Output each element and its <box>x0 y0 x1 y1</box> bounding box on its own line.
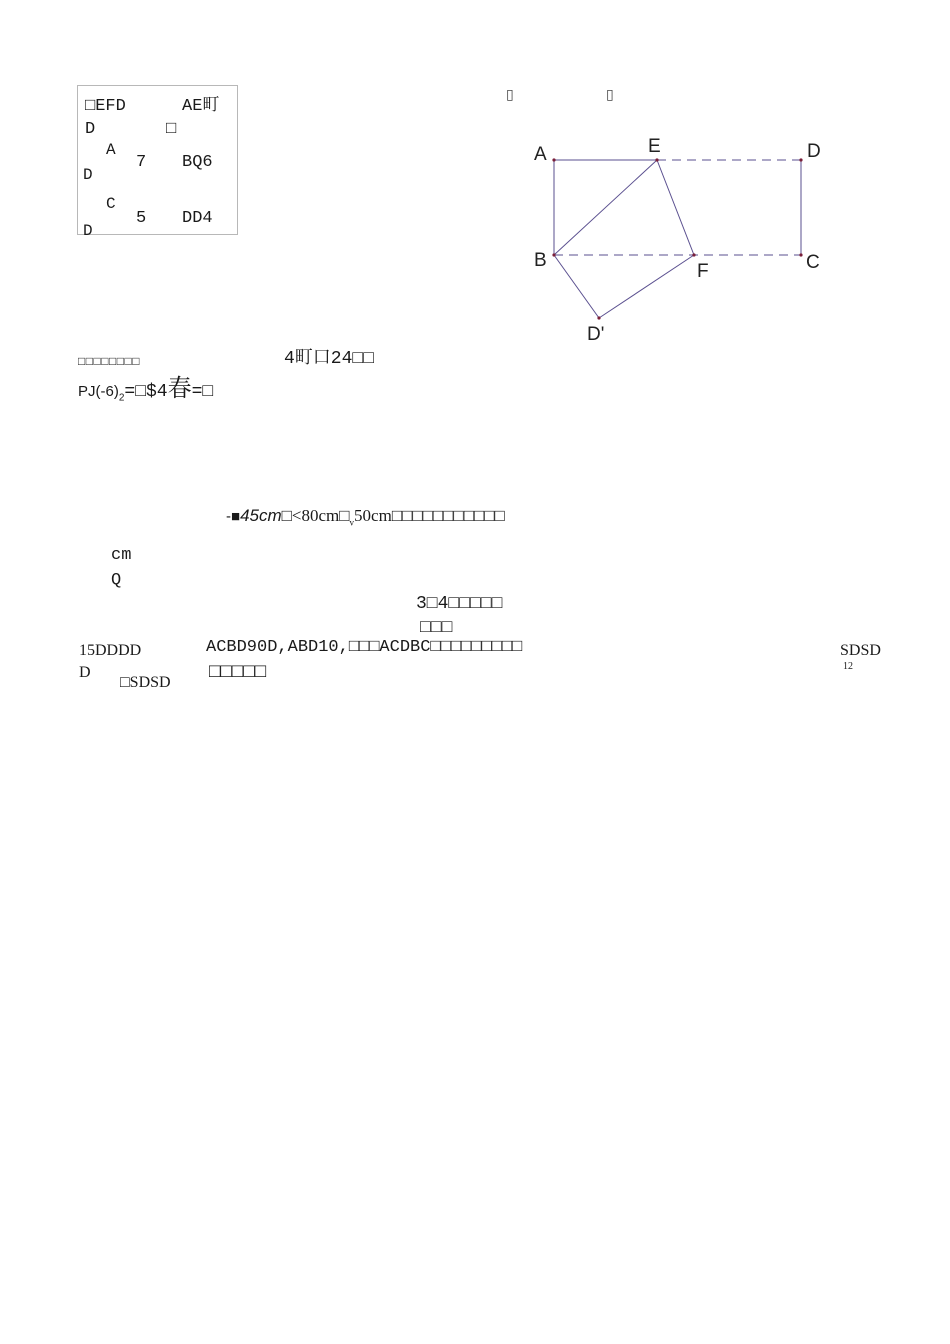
label-dprime: D' <box>587 324 605 345</box>
line5-mid1: ACBD90D,ABD10,□□□ACDBC□□□□□□□□□ <box>206 638 523 657</box>
figure-mark-left: ▯ <box>506 86 514 102</box>
line5-mid2: □□□□□ <box>209 661 267 683</box>
figure-mark-right: ▯ <box>606 86 614 102</box>
point-c <box>799 253 802 256</box>
line4-b: □□□ <box>420 618 453 638</box>
label-e: E <box>648 136 661 157</box>
line2-neg6: -6) <box>100 383 119 400</box>
box-row2-value: 7 <box>136 153 147 172</box>
line4-a: 3□4□□□□□ <box>416 594 503 614</box>
line5-right1: SDSD <box>840 642 881 659</box>
box-row3-value: 5 <box>136 209 147 228</box>
line2-mid: =□$4 <box>124 382 168 402</box>
label-f: F <box>697 261 709 282</box>
cm-label: cm <box>111 546 132 565</box>
line5-left2: D <box>79 664 91 681</box>
box-row3-right: DD4 <box>182 209 213 228</box>
line3 <box>226 507 505 527</box>
box-row3-cut: D <box>83 222 93 240</box>
line2-end: =□ <box>191 382 214 402</box>
line2-big: 春 <box>167 375 192 402</box>
segment-dpf <box>599 255 694 318</box>
box-row1-cut-right: □ <box>166 120 177 139</box>
segment-bdp <box>554 255 599 318</box>
line2-prefix: PJ( <box>78 383 101 400</box>
box-row3-letter: C <box>106 195 116 213</box>
line5-right2: 12 <box>843 661 853 672</box>
point-a <box>552 158 555 161</box>
top-left-box <box>77 85 238 240</box>
line2 <box>78 377 213 404</box>
point-f <box>692 253 695 256</box>
box-row1-right: AE町 <box>182 97 220 116</box>
segment-be <box>554 160 657 255</box>
box-row1-left: □EFD <box>85 97 126 116</box>
q-label: Q <box>111 571 122 590</box>
label-c: C <box>806 252 820 273</box>
line2-sup: 2 <box>118 392 125 404</box>
line3-prefix: -■ <box>226 508 241 525</box>
folded-rectangle-figure <box>520 130 840 350</box>
box-row2-d: D <box>83 166 93 184</box>
box-row2-right: BQ6 <box>182 153 213 172</box>
point-d <box>799 158 802 161</box>
box-row1-cut-left: D <box>85 120 96 139</box>
line3-italic: 45cm <box>240 506 282 525</box>
line5-left3: □SDSD <box>120 674 171 691</box>
label-a: A <box>534 144 547 165</box>
segment-ef <box>657 160 694 255</box>
line5-left1: 15DDDD <box>79 642 142 659</box>
point-e <box>655 158 658 161</box>
label-b: B <box>534 250 547 271</box>
line3-rest1: □<80cm□ <box>281 506 350 525</box>
point-b <box>552 253 555 256</box>
line3-sub: v <box>349 517 355 528</box>
label-d: D <box>807 141 821 162</box>
point-dprime <box>597 316 600 319</box>
line3-rest2: 50cm□□□□□□□□□□□ <box>354 506 505 525</box>
line1-left: □□□□□□□□ <box>78 354 140 368</box>
line1-right: 4町口24□□ <box>284 349 375 369</box>
box-row2-letter: A <box>106 141 116 159</box>
